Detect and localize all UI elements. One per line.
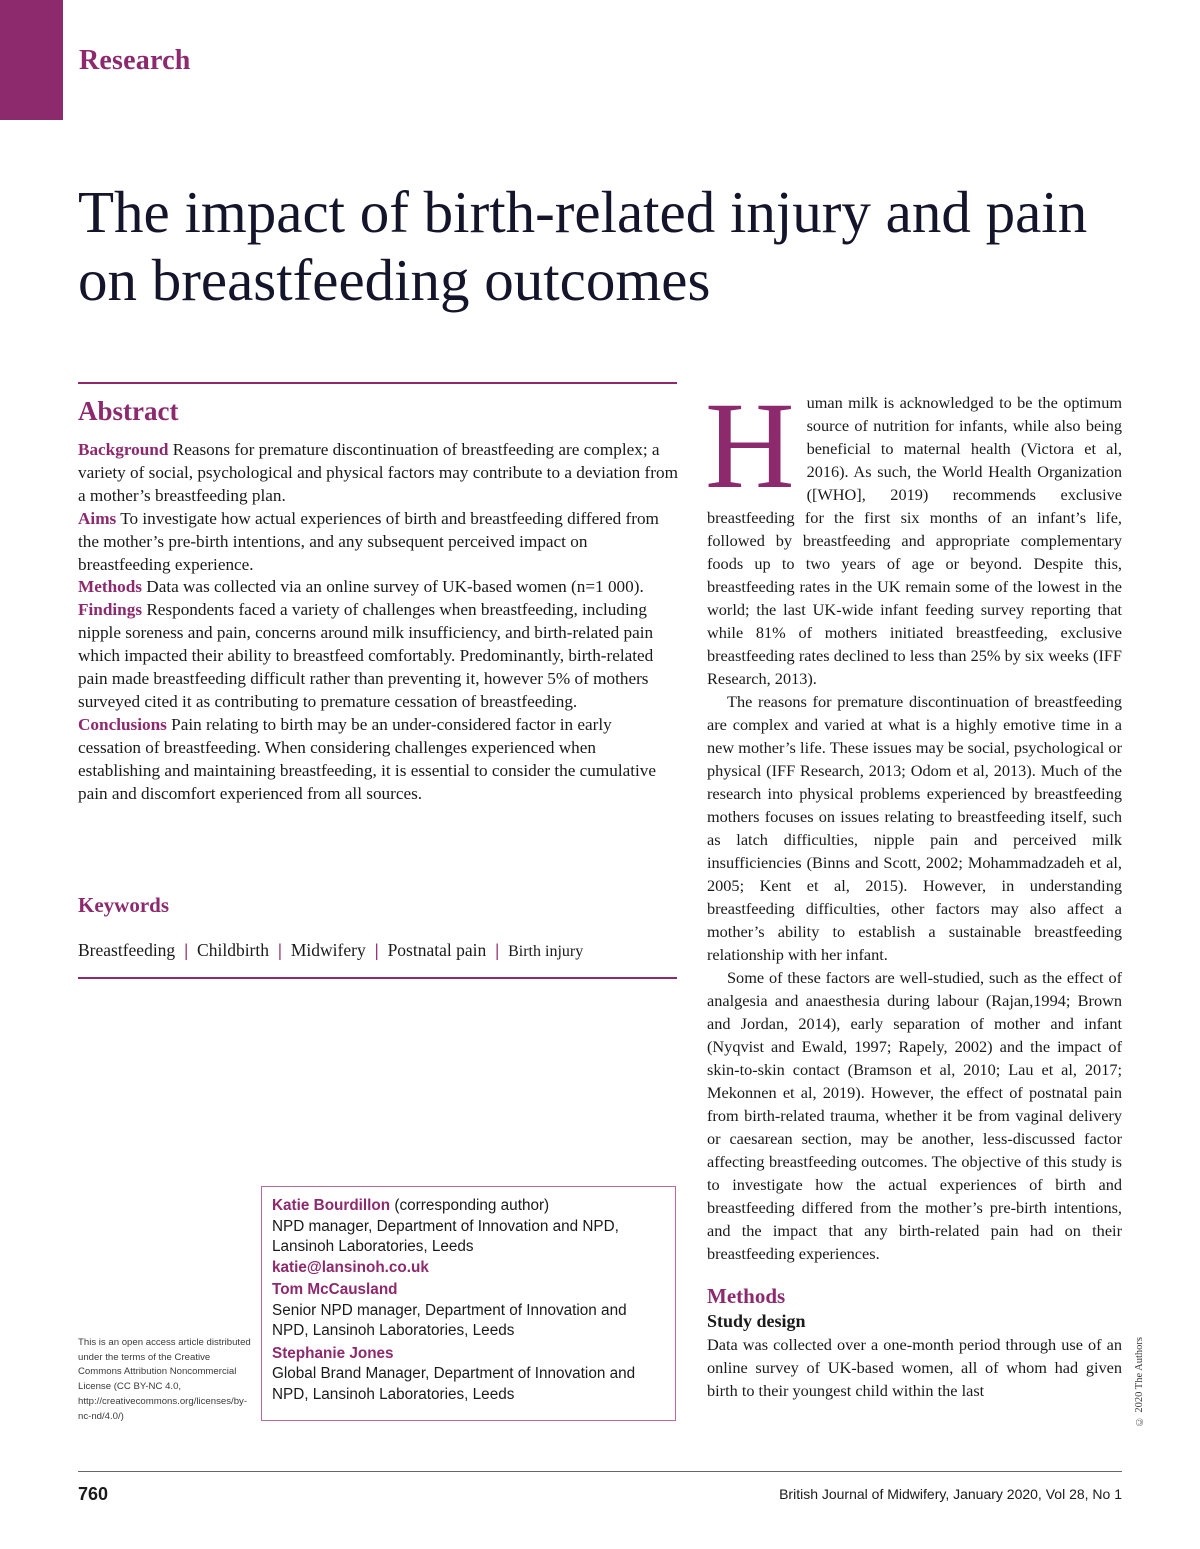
- author-note: (corresponding author): [394, 1197, 550, 1214]
- author-affiliation: Global Brand Manager, Department of Innovation and NPD, Lansinoh Laboratories, Leeds: [272, 1365, 636, 1403]
- keyword-separator: |: [184, 940, 189, 960]
- keyword-separator: |: [374, 940, 379, 960]
- keyword: Midwifery: [290, 940, 366, 960]
- abstract-text: Respondents faced a variety of challenges when breastfeeding, including nipple soreness and pain, concerns around milk insufficiency, and birth-related pain which impacted their ability to breastfeed comfortably. Predominantly, birth-related pain made breastfeeding difficult rather than preventing it, however 5% of mothers surveyed cited it as contributing to premature cessation of breastfeeding.: [78, 600, 654, 711]
- copyright-notice: © 2020 The Authors: [1134, 1337, 1145, 1427]
- abstract-top-rule: [78, 382, 677, 384]
- abstract-label: Aims: [78, 508, 117, 528]
- abstract-label: Background: [78, 440, 169, 459]
- page-number: 760: [78, 1484, 109, 1504]
- abstract-label: Conclusions: [78, 714, 167, 734]
- footer-rule: [78, 1471, 1122, 1472]
- author-email-link[interactable]: katie@lansinoh.co.uk: [272, 1258, 429, 1276]
- drop-cap: H: [705, 377, 795, 514]
- methods-heading: Methods: [707, 1284, 786, 1308]
- abstract-conclusions: [78, 714, 678, 806]
- author-entry: [272, 1196, 665, 1278]
- section-accent-block: [0, 0, 63, 120]
- abstract-heading: Abstract: [78, 396, 179, 426]
- keywords-heading: Keywords: [78, 893, 169, 917]
- author-entry: [272, 1344, 665, 1406]
- keywords-list: [78, 940, 688, 961]
- abstract-aims: [78, 508, 678, 577]
- keyword: Postnatal pain: [387, 940, 487, 960]
- body-paragraph: [705, 377, 1122, 690]
- author-affiliation: Senior NPD manager, Department of Innovation and NPD, Lansinoh Laboratories, Leeds: [272, 1301, 627, 1339]
- keyword: Breastfeeding: [78, 940, 176, 960]
- abstract-background: [78, 439, 678, 508]
- study-design-heading: Study design: [707, 1311, 806, 1331]
- keyword-separator: |: [278, 940, 282, 960]
- author-name: Katie Bourdillon: [272, 1197, 391, 1214]
- keywords-bottom-rule: [78, 977, 677, 979]
- body-paragraph: Some of these factors are well-studied, such as the effect of analgesia and anaesthesia during labour (Rajan,1994; Brown and Jordan, 2014), early separation of mother and infant (Nyqvist and Ewald, 1997; Rapely, 2002) and the impact of skin-to-skin contact (Bramson et al, 2010; Lau et al, 2017; Mekonnen et al, 2019). However, the effect of postnatal pain from birth-related trauma, whether it be from vaginal delivery or caesarean section, may be another, less-discussed factor affecting breastfeeding outcomes. The objective of this study is to investigate how the actual experiences of birth and breastfeeding differed from the mother’s pre-birth intentions, and the impact that any birth-related pain had on their breastfeeding experiences.: [707, 968, 1122, 1263]
- author-name: Tom McCausland: [272, 1281, 398, 1298]
- abstract-label: Methods: [78, 577, 142, 597]
- body-paragraph: Data was collected over a one-month period through use of an online survey of UK-based women, all of whom had given birth to their youngest child within the last: [707, 1335, 1122, 1400]
- author-name-line: [272, 1196, 665, 1217]
- body-paragraph-text: uman milk is acknowledged to be the optimum source of nutrition for infants, while also being beneficial to maternal health (Victora et al, 2016). As such, the World Health Organization ([WHO], 2019) recommends exclusive breastfeeding for the first six months of an infant’s life, followed by breastfeeding and appropriate complementary foods up to two years of age or beyond. Despite this, breastfeeding rates in the UK remain some of the lowest in the world; the last UK-wide infant feeding survey reporting that while 81% of mothers initiated breastfeeding, exclusive breastfeeding rates declined to less than 25% by six weeks (IFF Research, 2013).: [707, 393, 1122, 688]
- keyword: Childbirth: [197, 940, 269, 960]
- section-label: Research: [79, 45, 191, 76]
- abstract-text: Reasons for premature discontinuation of breastfeeding are complex; a variety of social, psychological and physical factors may contribute to a deviation from a mother’s breastfeeding plan.: [78, 440, 678, 505]
- license-note: This is an open access article distributed under the terms of the Creative Commons Attribution Noncommercial License (CC BY-NC 4.0, http://creativecommons.org/licenses/by-nc-nd/4.0/): [78, 1337, 251, 1422]
- article-body: [705, 377, 1122, 1402]
- abstract-label: Findings: [78, 600, 143, 620]
- author-entry: [272, 1280, 665, 1342]
- keyword: Birth injury: [508, 943, 584, 960]
- author-affiliation: NPD manager, Department of Innovation and NPD, Lansinoh Laboratories, Leeds: [272, 1217, 619, 1255]
- abstract-text: Pain relating to birth may be an under-considered factor in early cessation of breastfeeding. When considering challenges experienced when establishing and maintaining breastfeeding, it is essential to consider the cumulative pain and discomfort experienced from all sources.: [78, 714, 657, 803]
- authors-box: [261, 1186, 676, 1421]
- abstract-text: To investigate how actual experiences of birth and breastfeeding differed from the mother’s pre-birth intentions, and any subsequent perceived impact on breastfeeding experience.: [78, 508, 659, 574]
- body-paragraph: The reasons for premature discontinuation of breastfeeding are complex and varied at what is a highly emotive time in a new mother’s life. These issues may be social, psychological or physical (IFF Research, 2013; Odom et al, 2013). Much of the research into physical problems experienced by breastfeeding mothers focuses on issues relating to breastfeeding itself, such as latch difficulties, nipple pain and perceived milk insufficiencies (Binns and Scott, 2002; Mohammadzadeh et al, 2005; Kent et al, 2015). However, in understanding breastfeeding difficulties, other factors may also affect a mother’s ability to establish a sustainable breastfeeding relationship with her infant.: [707, 692, 1122, 964]
- keyword-separator: |: [495, 940, 500, 960]
- article-title: The impact of birth-related injury and pain on breastfeeding outcomes: [78, 179, 1088, 313]
- author-name: Stephanie Jones: [272, 1344, 394, 1362]
- abstract-text: Data was collected via an online survey of UK-based women (n=1 000).: [146, 577, 644, 597]
- abstract-methods: [78, 576, 678, 599]
- journal-reference: British Journal of Midwifery, January 2020, Vol 28, No 1: [779, 1486, 1122, 1502]
- abstract-body: [78, 439, 678, 806]
- abstract-findings: [78, 599, 678, 714]
